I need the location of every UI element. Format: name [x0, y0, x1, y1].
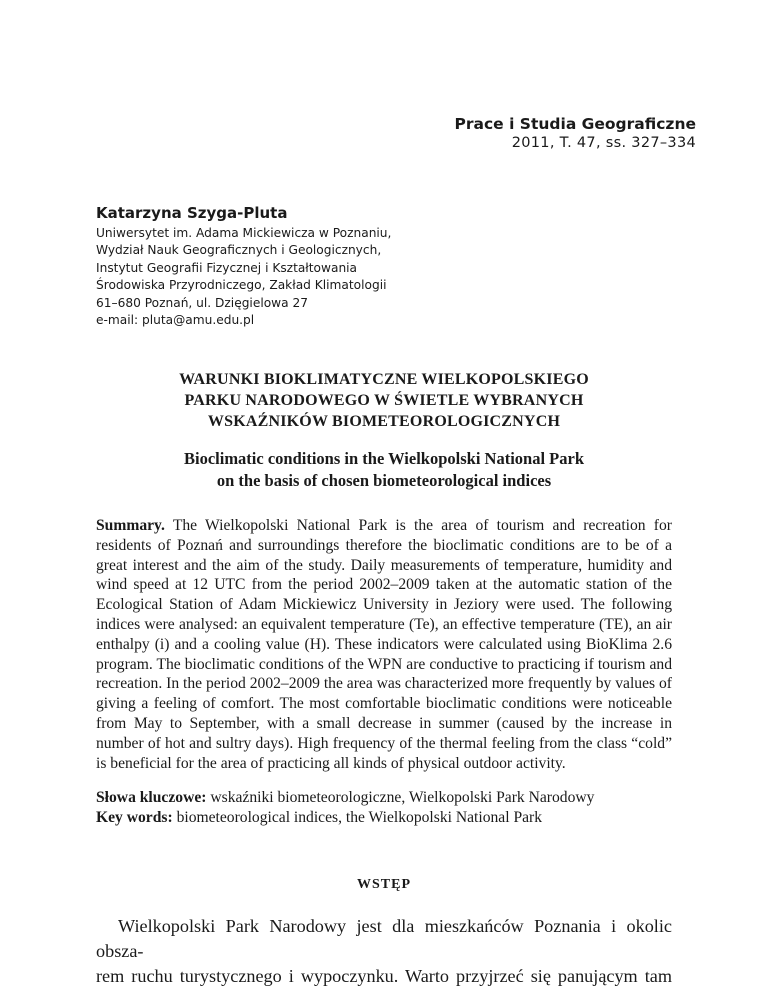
keywords-en-label: Key words: — [96, 808, 173, 826]
title-en-line: on the basis of chosen biometeorological indices — [216, 471, 552, 490]
author-block — [96, 203, 391, 329]
title-polish — [96, 369, 672, 432]
keywords-en-text: biometeorological indices, the Wielkopolski National Park — [176, 808, 543, 826]
summary-paragraph — [96, 516, 672, 773]
summary-text: The Wielkopolski National Park is the area of tourism and recreation for residents of Poznań and surroundings therefore the bioclimatic conditions are to be of a great interest and the aim of the study. Daily measurements of temperature, humidity and wind speed at 12 UTC from the period 2002–2009 taken at the automatic station of the Ecological Station of Adam Mickiewicz University in Jeziory were used. The following indices were analysed: an equivalent temperature (Te), an effective temperature (TE), an air enthalpy (i) and a cooling value (H). These indicators were calculated using BioKlima 2.6 program. The bioclimatic conditions of the WPN are conductive to practicing if tourism and recreation. In the period 2002–2009 the area was characterized more frequently by values of giving a feeling of comfort. The most comfortable bioclimatic conditions were noticeable from May to September, with a small decrease in summer (caused by the increase in number of hot and sultry days). High frequency of the thermal feeling from the class “cold” is beneficial for the area of practicing all kinds of physical outdoor activity. — [96, 517, 672, 772]
keywords-polish — [96, 788, 672, 808]
author-name: Katarzyna Szyga-Pluta — [96, 204, 288, 222]
keywords-pl-text: wskaźniki biometeorologiczne, Wielkopolski Park Narodowy — [210, 789, 595, 806]
intro-line: Wielkopolski Park Narodowy jest dla mieszkańców Poznania i okolic obsza- — [96, 916, 672, 961]
affiliation-line: Środowiska Przyrodniczego, Zakład Klimatologii — [96, 278, 387, 293]
title-english — [96, 448, 672, 492]
intro-line: rem ruchu turystycznego i wypoczynku. Warto przyjrzeć się panującym tam — [96, 966, 672, 986]
title-pl-line: PARKU NARODOWEGO W ŚWIETLE WYBRANYCH — [184, 392, 584, 409]
keywords-block — [96, 788, 672, 827]
title-en-line: Bioclimatic conditions in the Wielkopolski National Park — [183, 449, 585, 468]
affiliation-line: Uniwersytet im. Adama Mickiewicza w Poznaniu, — [96, 226, 392, 240]
keywords-pl-label: Słowa kluczowe: — [96, 789, 207, 806]
title-pl-line: WARUNKI BIOKLIMATYCZNE WIELKOPOLSKIEGO — [179, 371, 589, 388]
affiliation-line: 61–680 Poznań, ul. Dzięgielowa 27 — [96, 295, 308, 310]
section-heading: WSTĘP — [356, 877, 411, 892]
keywords-english — [96, 808, 672, 828]
affiliation-line: Wydział Nauk Geograficznych i Geologicznych, — [96, 243, 382, 258]
journal-header — [455, 114, 696, 152]
intro-paragraph — [96, 914, 672, 989]
title-pl-line: WSKAŹNIKÓW BIOMETEOROLOGICZNYCH — [207, 413, 561, 430]
affiliation-line: Instytut Geografii Fizycznej i Kształtowania — [96, 260, 358, 275]
summary-label: Summary. — [96, 517, 165, 534]
journal-name: Prace i Studia Geograficzne — [454, 115, 696, 133]
journal-issue: 2011, T. 47, ss. 327–334 — [511, 135, 696, 151]
author-email: e-mail: pluta@amu.edu.pl — [96, 313, 255, 328]
